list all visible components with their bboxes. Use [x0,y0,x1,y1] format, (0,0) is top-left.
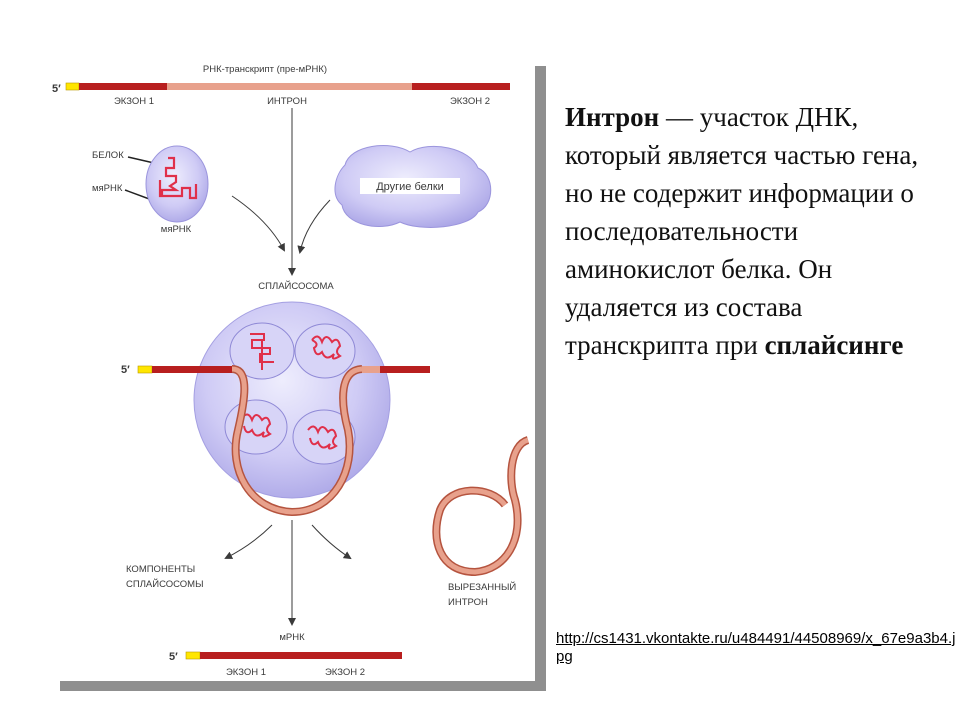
term-splicing: сплайсинге [764,330,904,360]
excised-label-1: ВЫРЕЗАННЫЙ [448,582,517,593]
exon2-bar-top [412,83,510,90]
five-prime-bottom: 5′ [169,651,178,663]
intron-stub-mid [362,366,380,373]
snrna-label: мяРНК [92,183,123,194]
exon2-bar-mid [380,366,430,373]
exon1-bar-bottom [200,652,292,659]
cap-top [66,83,79,90]
intron-bar-top [167,83,412,90]
snrnp-particle [146,146,208,222]
snrna-below-label: мяРНК [160,224,192,235]
exon1-bar-top [79,83,167,90]
term-intron: Интрон [565,102,660,132]
cap-bottom [186,652,200,659]
exon1-label-top: ЭКЗОН 1 [113,96,155,107]
header-label: РНК-транскрипт (пре-мРНК) [202,64,328,75]
intron-label-top: ИНТРОН [267,96,307,107]
exon2-bar-bottom [292,652,402,659]
definition-body: — участок ДНК, который является частью гена, но не содержит информации о последовательности аминокислот белка. Он удаляется из состава транскрипта при [565,102,919,360]
spliceosome-label: СПЛАЙСОСОМА [258,281,334,292]
components-label-1: КОМПОНЕНТЫ [126,564,196,575]
source-link[interactable]: http://cs1431.vkontakte.ru/u484491/44508969/x_67e9a3b4.jpg [556,630,956,665]
spliceosome-body [194,302,390,498]
snrnp-2 [295,324,355,378]
protein-label: БЕЛОК [92,150,124,161]
exon1-label-bottom: ЭКЗОН 1 [225,667,267,678]
mrna-label: мРНК [279,632,305,643]
definition-text [565,98,935,364]
five-prime-top: 5′ [52,83,61,95]
exon2-label-bottom: ЭКЗОН 2 [324,667,366,678]
exon2-label-top: ЭКЗОН 2 [449,96,491,107]
five-prime-mid: 5′ [121,364,130,376]
exon1-bar-mid [152,366,232,373]
cap-mid [138,366,152,373]
excised-label-2: ИНТРОН [448,597,488,608]
other-proteins-label: Другие белки [376,181,444,193]
components-label-2: СПЛАЙСОСОМЫ [126,579,204,590]
